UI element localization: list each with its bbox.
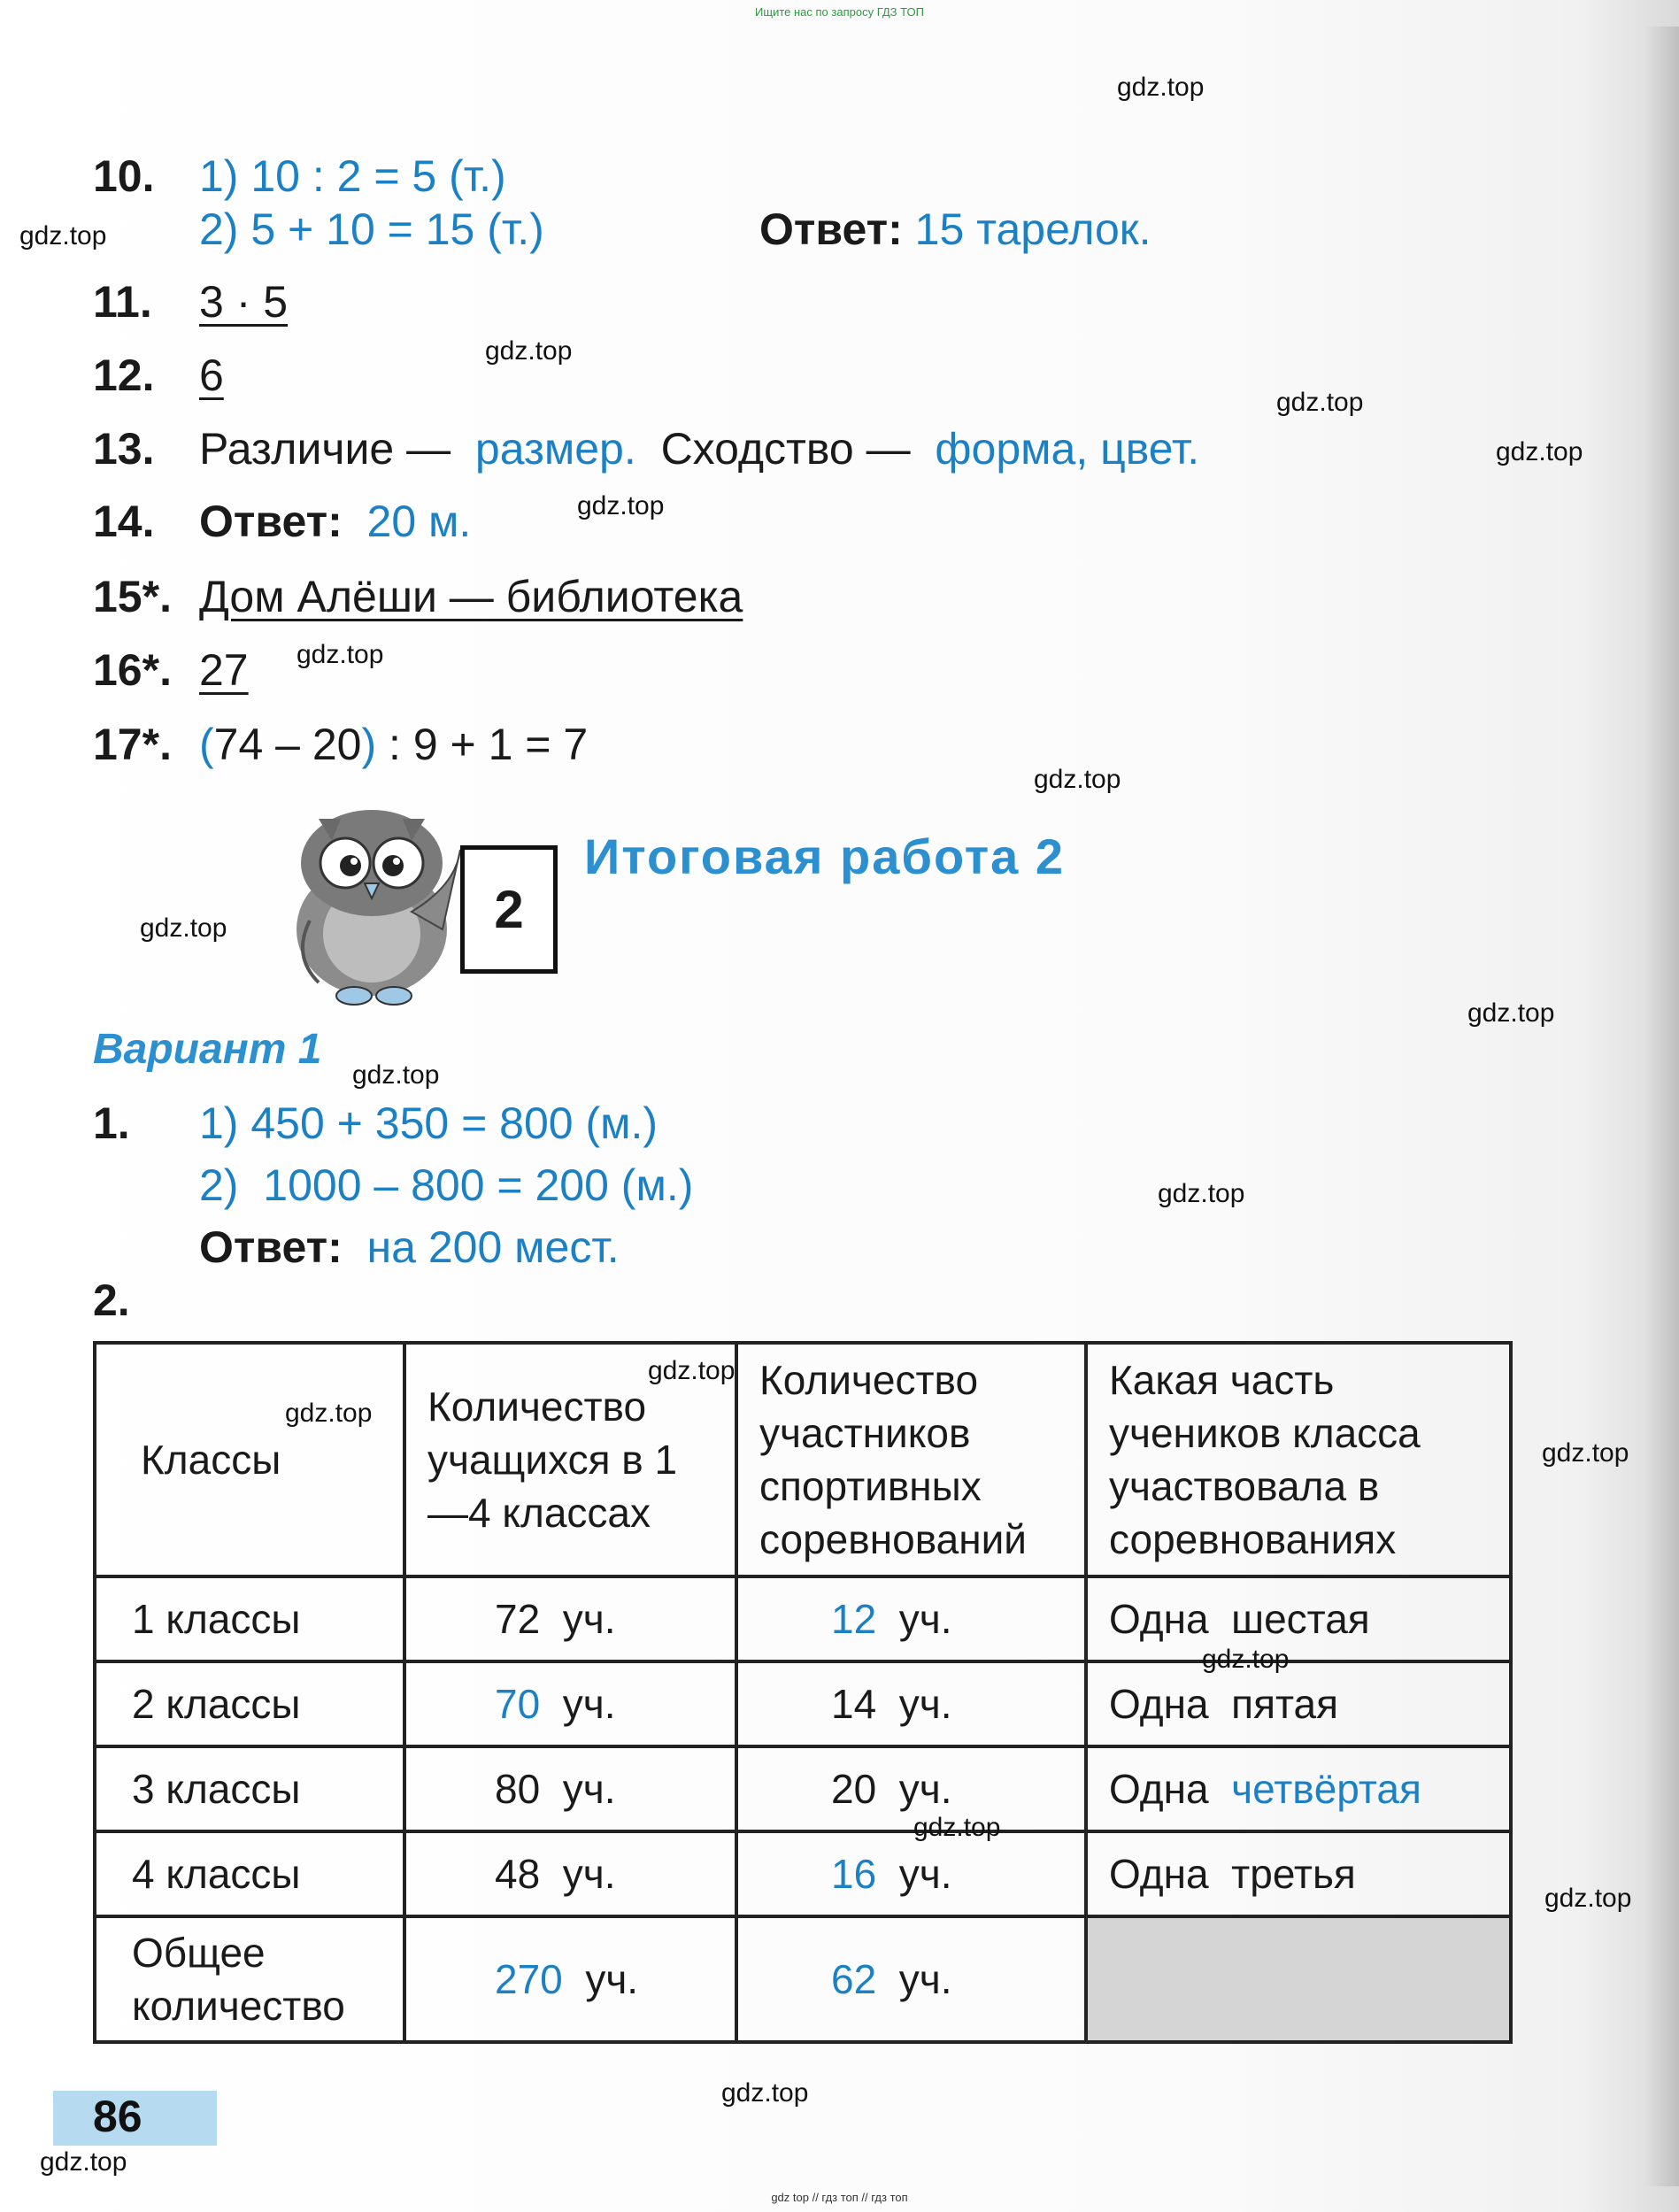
section-title: Итоговая работа 2: [584, 829, 1066, 884]
answer-15: 15*. Дом Алёши — библиотека: [93, 572, 743, 621]
cell-students: 72 уч.: [404, 1576, 736, 1661]
watermark: gdz.top: [297, 640, 384, 669]
cell-participants: 14 уч.: [736, 1661, 1086, 1746]
answer-13: 13. Различие — размер. Сходство — форма, цвет.: [93, 424, 1200, 474]
header-participants: Количество участников спортивных соревнований: [736, 1343, 1086, 1576]
watermark: gdz.top: [1034, 765, 1121, 794]
cell-total-label: Общее количество: [95, 1916, 404, 2042]
watermark: gdz.top: [19, 221, 107, 250]
watermark: gdz.top: [1158, 1179, 1245, 1208]
work-number-card: 2: [460, 845, 558, 974]
watermark: gdz.top: [1276, 388, 1364, 417]
cell-class: 3 классы: [95, 1746, 404, 1831]
watermark: gdz.top: [1202, 1645, 1290, 1674]
results-table: [93, 1341, 1513, 2044]
answer-10-result: Ответ: 15 тарелок.: [759, 204, 1151, 254]
cell-students: 48 уч.: [404, 1831, 736, 1916]
cell-participants: 12 уч.: [736, 1576, 1086, 1661]
cell-part: Одна третья: [1086, 1831, 1511, 1916]
watermark: gdz.top: [1117, 73, 1205, 102]
cell-participants: 20 уч.: [736, 1746, 1086, 1831]
answer-10-step2: 2) 5 + 10 = 15 (т.): [199, 204, 544, 254]
cell-total-participants: 62 уч.: [736, 1916, 1086, 2042]
answer-16: 16*. 27: [93, 645, 249, 695]
task-1-step2: 2) 1000 – 800 = 200 (м.): [199, 1160, 694, 1210]
table-row: [95, 1831, 1511, 1916]
answer-12: 12. 6: [93, 351, 224, 400]
top-note: Ищите нас по запросу ГДЗ ТОП: [755, 5, 924, 19]
task-1-step1: 1. 1) 450 + 350 = 800 (м.): [93, 1098, 659, 1148]
table-row: [95, 1661, 1511, 1746]
cell-class: 4 классы: [95, 1831, 404, 1916]
answer-11: 11. 3 · 5: [93, 277, 289, 327]
cell-part: Одна четвёртая: [1086, 1746, 1511, 1831]
watermark: gdz.top: [352, 1060, 440, 1090]
answer-14: 14. Ответ: 20 м.: [93, 497, 472, 546]
watermark: gdz.top: [285, 1399, 373, 1428]
watermark: gdz.top: [1544, 1884, 1632, 1913]
watermark: gdz.top: [1542, 1438, 1629, 1468]
cell-total-students: 270 уч.: [404, 1916, 736, 2042]
task-2: 2.: [93, 1276, 130, 1325]
table-row: [95, 1576, 1511, 1661]
cell-total-empty: [1086, 1916, 1511, 2042]
table-row: [95, 1746, 1511, 1831]
table-header-row: [95, 1343, 1511, 1576]
page-edge-shadow: [1644, 27, 1679, 2186]
watermark: gdz.top: [577, 491, 665, 520]
cell-part: Одна шестая: [1086, 1576, 1511, 1661]
owl-illustration: [257, 779, 487, 1009]
cell-class: 2 классы: [95, 1661, 404, 1746]
answer-10: 10. 1) 10 : 2 = 5 (т.): [93, 151, 506, 201]
watermark: gdz.top: [721, 2078, 809, 2108]
cell-participants: 16 уч.: [736, 1831, 1086, 1916]
watermark: gdz.top: [140, 913, 227, 943]
header-part: Какая часть учеников класса участвовала в соревнованиях: [1086, 1343, 1511, 1576]
header-students: Количество учащихся в 1—4 классах: [404, 1343, 736, 1576]
table-total-row: [95, 1916, 1511, 2042]
watermark: gdz.top: [40, 2147, 127, 2177]
cell-class: 1 классы: [95, 1576, 404, 1661]
watermark: gdz.top: [1467, 998, 1555, 1028]
variant-heading: Вариант 1: [93, 1026, 322, 1073]
watermark: gdz.top: [913, 1813, 1001, 1842]
task-1-answer: Ответ: на 200 мест.: [199, 1222, 620, 1272]
watermark: gdz.top: [1496, 437, 1583, 466]
cell-part: Одна пятая: [1086, 1661, 1511, 1746]
watermark: gdz.top: [648, 1356, 736, 1385]
cell-students: 70 уч.: [404, 1661, 736, 1746]
cell-students: 80 уч.: [404, 1746, 736, 1831]
bottom-note: gdz top // гдз топ // гдз топ: [771, 2191, 908, 2204]
answer-17: 17*. (74 – 20) : 9 + 1 = 7: [93, 720, 589, 769]
header-classes: Классы: [95, 1343, 404, 1576]
page-number: 86: [93, 2092, 142, 2141]
watermark: gdz.top: [485, 336, 573, 366]
